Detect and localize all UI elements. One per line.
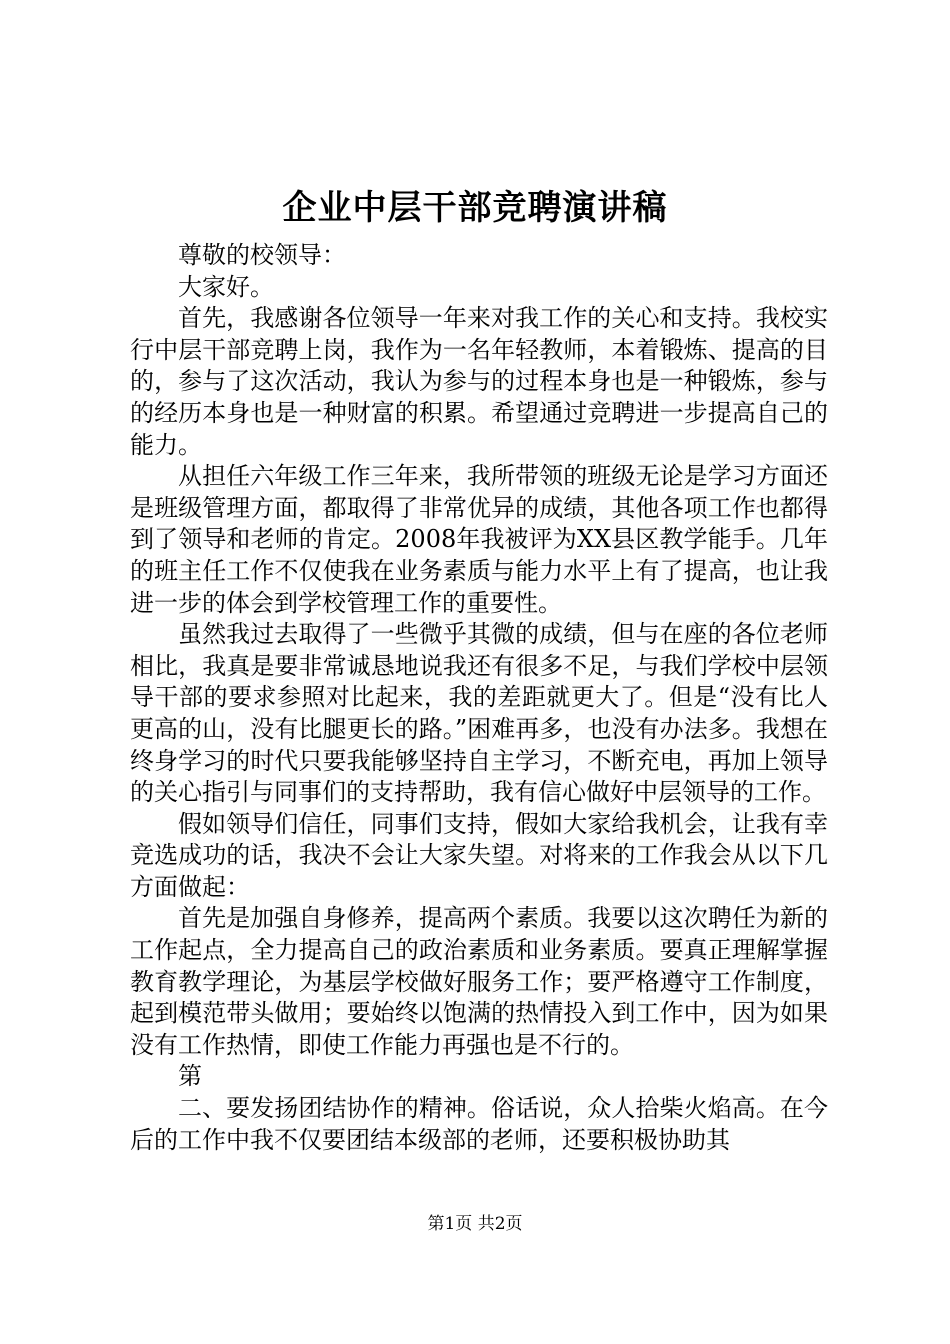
body-paragraph: 第 bbox=[178, 1062, 202, 1091]
salutation: 尊敬的校领导： bbox=[178, 241, 346, 269]
document-title: 企业中层干部竞聘演讲稿 bbox=[282, 188, 668, 228]
document-body bbox=[130, 240, 828, 1156]
body-paragraph: 假如领导们信任，同事们支持，假如大家给我机会，让我有幸竞选成功的话，我决不会让大家失望。对将来的工作我会从以下几方面做起： bbox=[130, 809, 828, 901]
greeting: 大家好。 bbox=[178, 272, 274, 301]
body-paragraph: 二、要发扬团结协作的精神。俗话说，众人拾柴火焰高。在今后的工作中我不仅要团结本级部的老师，还要积极协助其 bbox=[130, 1094, 828, 1154]
body-paragraph: 虽然我过去取得了一些微乎其微的成绩，但与在座的各位老师相比，我真是要非常诚恳地说我还有很多不足，与我们学校中层领导干部的要求参照对比起来，我的差距就更大了。但是“没有比人更高的山，没有比腿更长的路。”困难再多，也没有办法多。我想在终身学习的时代只要我能够坚持自主学习，不断充电，再加上领导的关心指引与同事们的支持帮助，我有信心做好中层领导的工作。 bbox=[130, 620, 828, 807]
page-number-footer: 第1页 共2页 bbox=[427, 1214, 523, 1234]
body-paragraph: 首先是加强自身修养，提高两个素质。我要以这次聘任为新的工作起点，全力提高自己的政治素质和业务素质。要真正理解掌握教育教学理论，为基层学校做好服务工作；要严格遵守工作制度，起到模范带头做用；要始终以饱满的热情投入到工作中，因为如果没有工作热情，即使工作能力再强也是不行的。 bbox=[130, 904, 828, 1059]
body-paragraph: 从担任六年级工作三年来，我所带领的班级无论是学习方面还是班级管理方面，都取得了非常优异的成绩，其他各项工作也都得到了领导和老师的肯定。2008年我被评为XX县区教学能手。几年的班主任工作不仅使我在业务素质与能力水平上有了提高，也让我进一步的体会到学校管理工作的重要性。 bbox=[130, 462, 828, 617]
body-paragraph: 首先，我感谢各位领导一年来对我工作的关心和支持。我校实行中层干部竞聘上岗，我作为一名年轻教师，本着锻炼、提高的目的，参与了这次活动，我认为参与的过程本身也是一种锻炼，参与的经历本身也是一种财富的积累。希望通过竞聘进一步提高自己的能力。 bbox=[130, 304, 828, 459]
